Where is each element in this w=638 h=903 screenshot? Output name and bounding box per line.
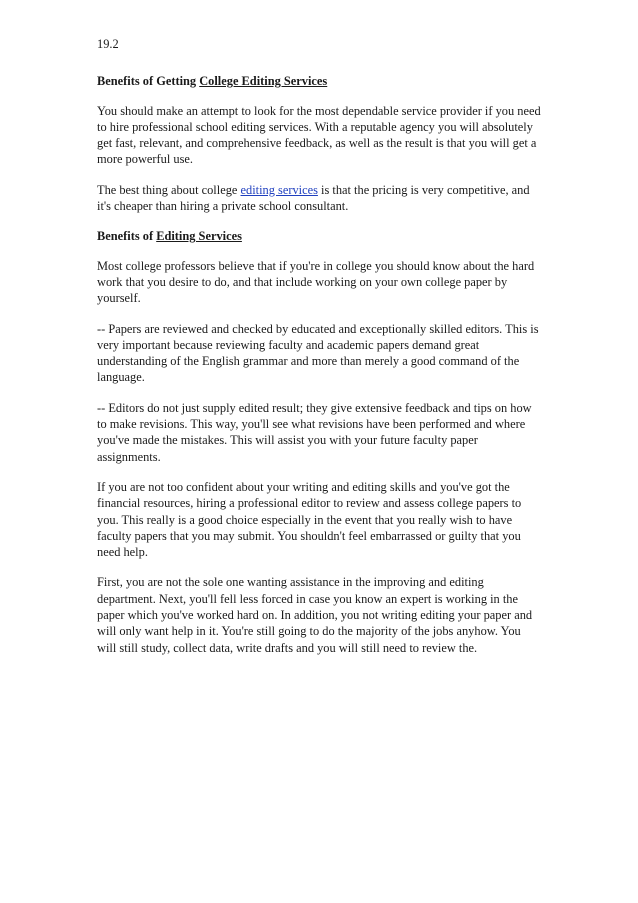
paragraph-not-alone: First, you are not the sole one wanting assistance in the improving and editing department. Next, you'll fell less forced in case you know an expert is working in the paper which you've worked hard on. In addition, you not writing editing your paper and will only want help in it. You're still going to do the majority of the jobs anyhow. You will still study, collect data, write drafts and you will still need to review the. — [97, 575, 533, 655]
section-heading-editing-services — [97, 228, 543, 244]
paragraph-reputable-agency: You should make an attempt to look for the most dependable service provider if you need to hire professional school editing services. With a reputable agency you will absolutely get fast, relevant, and comprehensive feedback, as well as the result is that you will get a more powerful use. — [97, 103, 541, 167]
heading-text: Benefits of Getting — [97, 74, 200, 89]
section-heading-college-editing — [97, 73, 543, 89]
page-number: 19.2 — [97, 37, 119, 51]
heading-text: Benefits of — [97, 229, 157, 244]
editing-services-heading-link[interactable]: Editing Services — [156, 229, 242, 244]
college-editing-services-link[interactable]: College Editing Services — [199, 74, 328, 89]
paragraph-editors-feedback: -- Editors do not just supply edited result; they give extensive feedback and tips on how to make revisions. This way, you'll see what revisions have been performed and where you've made the mistakes. This will assist you with your future faculty paper assignments. — [97, 400, 532, 464]
paragraph-pricing — [97, 182, 543, 215]
paragraph-text: is that the pricing is very competitive, and it's cheaper than hiring a private school consultant. — [97, 182, 530, 214]
document-page — [97, 36, 543, 670]
paragraph-professors: Most college professors believe that if you're in college you should know about the hard work that you desire to do, and that include working on your own college paper by yourself. — [97, 258, 535, 306]
paragraph-text: The best thing about college — [97, 182, 241, 197]
paragraph-hire-editor: If you are not too confident about your writing and editing skills and you've got the financial resources, hiring a professional editor to review and assess college papers to you. This really is a good choice especially in the event that you really wish to have faculty papers that you may submit. You shouldn't feel embarrassed or guilty that you need help. — [97, 479, 522, 560]
editing-services-link[interactable]: editing services — [240, 182, 318, 197]
paragraph-papers-reviewed: -- Papers are reviewed and checked by educated and exceptionally skilled editors. This is very important because reviewing faculty and academic papers demand great understanding of the English grammar and more than merely a good command of the language. — [97, 321, 539, 385]
